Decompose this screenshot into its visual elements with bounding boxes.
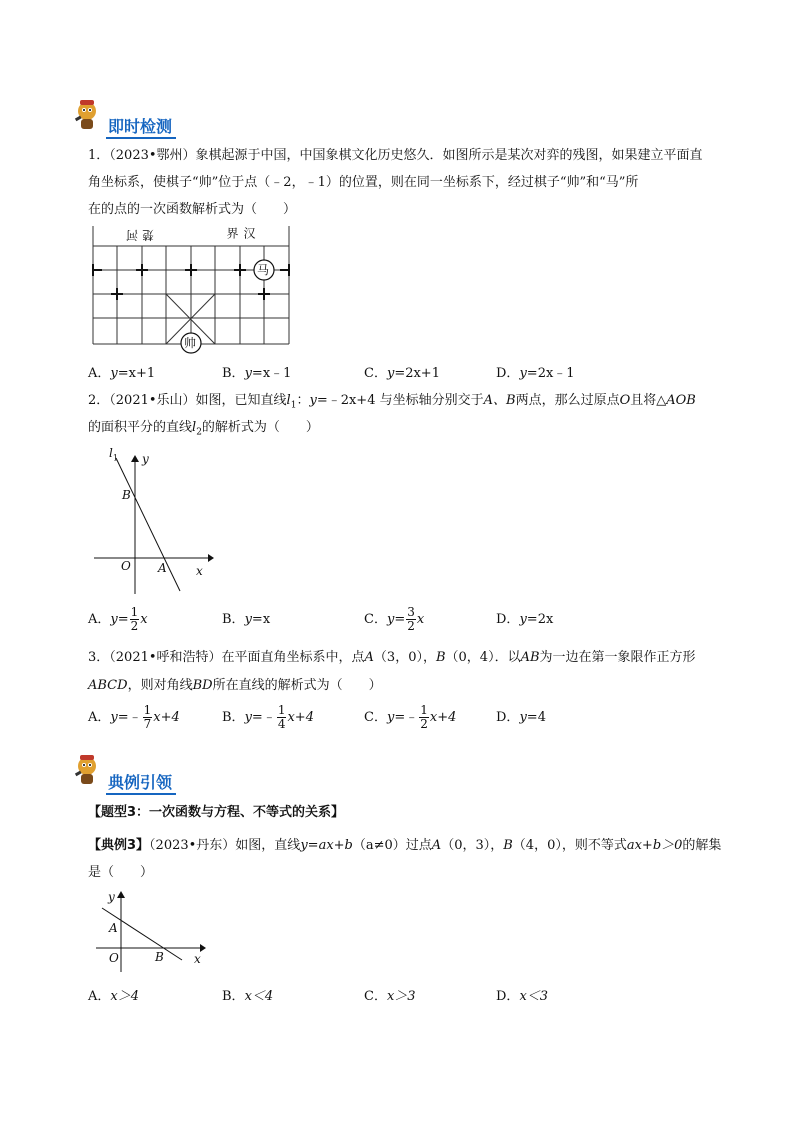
q3-option-a[interactable]: A．y=﹣ $\frac{1}{7}$ x+4 [88, 703, 180, 731]
ex3-label-y: y [108, 890, 115, 904]
ex3-line1: 【典例3】（2023•丹东）如图，直线y=ax+b（a≠0）过点A（0，3），B（4，0），则不等式ax+b＞0的解集 [88, 838, 722, 853]
section-title-practice: 即时检测 [106, 117, 176, 139]
q2-option-d[interactable]: D．y=2x [496, 612, 554, 627]
q2-option-a[interactable]: A．y= $\frac{1}{2}$ x [88, 605, 148, 633]
chess-board-figure [88, 226, 294, 354]
river-label-right: 汉界 [225, 227, 256, 243]
q1-line2: 角坐标系，使棋子“帅”位于点（﹣2，﹣1）的位置，则在同一坐标系下，经过棋子“帅”和“马”所 [88, 175, 639, 190]
q2-label-a: A [158, 561, 167, 575]
ex3-option-d[interactable]: D．x＜3 [496, 989, 549, 1004]
q1-option-a[interactable]: A．y=x+1 [88, 366, 156, 381]
q1-option-c[interactable]: C．y=2x+1 [364, 366, 440, 381]
q2-label-b: B [122, 488, 131, 502]
ex3-label-x: x [194, 952, 201, 966]
section-title-examples: 典例引领 [106, 773, 176, 795]
q3-option-b[interactable]: B．y=﹣ $\frac{1}{4}$ x+4 [222, 703, 314, 731]
q2-option-b[interactable]: B．y=x [222, 612, 271, 627]
ex3-label-b: B [155, 950, 164, 964]
q2-line2: 的面积平分的直线$l_2$的解析式为（ ） [88, 420, 319, 438]
ex3-option-c[interactable]: C．x＞3 [364, 989, 416, 1004]
q1-option-d[interactable]: D．y=2x﹣1 [496, 366, 575, 381]
q2-line1: 2．（2021•乐山）如图，已知直线$l_1$：y=﹣2x+4 与坐标轴分别交于A、B两点，那么过原点O且将△AOB [88, 393, 696, 411]
river-label-left: 楚河 [122, 228, 155, 242]
q2-label-l: $l_1$ [109, 446, 118, 463]
q3-line1: 3．（2021•呼和浩特）在平面直角坐标系中，点A（3，0），B（0，4）．以AB为一边在第一象限作正方形 [88, 650, 696, 665]
q2-figure [88, 446, 218, 596]
ex3-option-b[interactable]: B．x＜4 [222, 989, 274, 1004]
horse-piece-label: 马 [257, 263, 270, 277]
q3-line2: ABCD，则对角线BD所在直线的解析式为（ ） [88, 678, 382, 693]
ex3-line2: 是（ ） [88, 865, 154, 880]
q2-option-c[interactable]: C．y= $\frac{3}{2}$ x [364, 605, 425, 633]
q2-label-x: x [196, 564, 203, 578]
ex3-label-a: A [109, 921, 118, 935]
q3-option-c[interactable]: C．y=﹣ $\frac{1}{2}$ x+4 [364, 703, 457, 731]
ex3-figure [88, 888, 218, 980]
mascot-icon-2 [72, 752, 102, 788]
q2-label-y: y [142, 452, 149, 466]
general-piece-label: 帅 [184, 336, 197, 350]
q1-line3: 在的点的一次函数解析式为（ ） [88, 202, 297, 217]
q1-option-b[interactable]: B．y=x﹣1 [222, 366, 292, 381]
q1-line1: 1．（2023•鄂州）象棋起源于中国，中国象棋文化历史悠久．如图所示是某次对弈的残图，如果建立平面直 [88, 148, 703, 163]
q2-label-o: O [121, 559, 131, 573]
ex3-label-o: O [109, 951, 119, 965]
ex3-option-a[interactable]: A．x＞4 [88, 989, 139, 1004]
mascot-icon [72, 97, 102, 133]
q3-option-d[interactable]: D．y=4 [496, 710, 546, 725]
topic3-heading: 【题型3：一次函数与方程、不等式的关系】 [88, 805, 345, 820]
